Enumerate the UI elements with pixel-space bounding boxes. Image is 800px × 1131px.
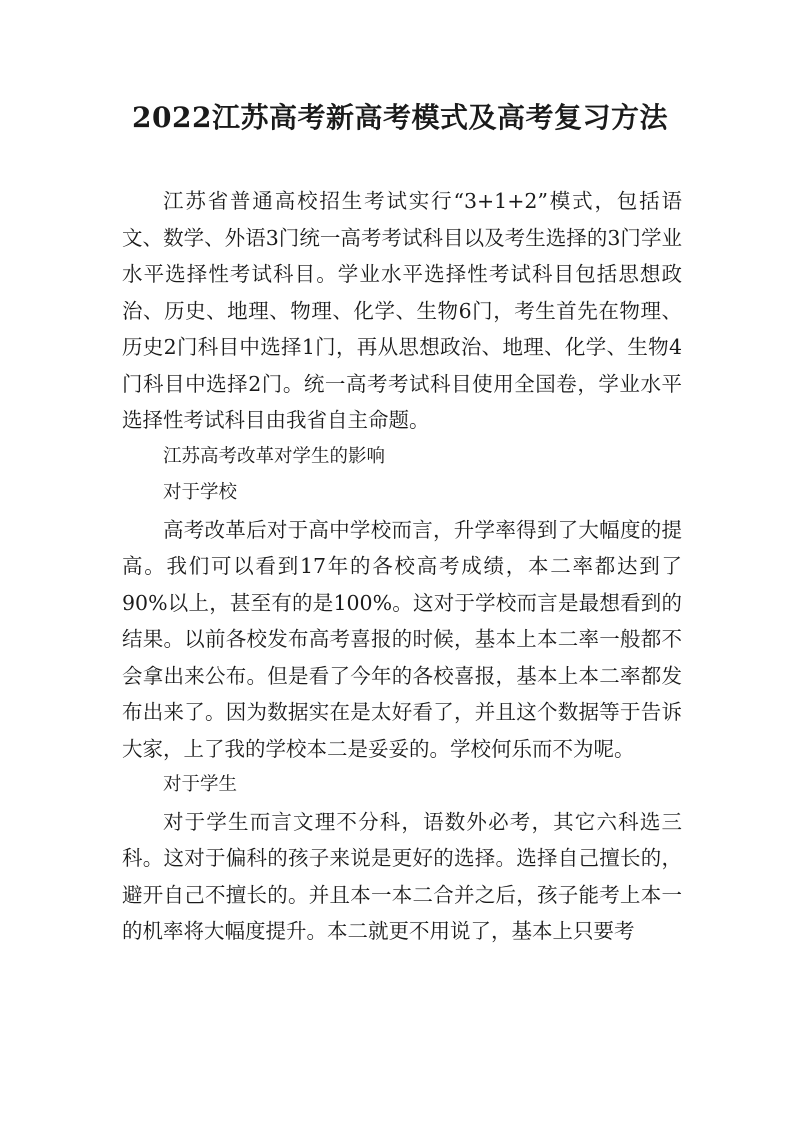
school-heading: 对于学校 (163, 482, 238, 503)
student-paragraph: 对于学生而言文理不分科，语数外必考，其它六科选三科。这对于偏科的孩子来说是更好的选择。选择自己擅长的，避开自己不擅长的。并且本一本二合并之后，孩子能考上本一的机率将大幅度提升。本二就更不用说了，基本上只要考 (122, 809, 682, 943)
document-body (122, 183, 682, 950)
student-heading: 对于学生 (163, 774, 238, 795)
school-paragraph: 高考改革后对于高中学校而言，升学率得到了大幅度的提高。我们可以看到17年的各校高考成绩，本二率都达到了90%以上，甚至有的是100%。这对于学校而言是最想看到的结果。以前各校发布高考喜报的时候，基本上本二率一般都不会拿出来公布。但是看了今年的各校喜报，基本上本二率都发布出来了。因为数据实在是太好看了，并且这个数据等于告诉大家，上了我的学校本二是妥妥的。学校何乐而不为呢。 (122, 517, 682, 761)
document-title: 2022江苏高考新高考模式及高考复习方法 (132, 101, 668, 134)
section-heading: 江苏高考改革对学生的影响 (163, 445, 386, 467)
intro-paragraph: 江苏省普通高校招生考试实行“3+1+2”模式，包括语文、数学、外语3门统一高考考试科目以及考生选择的3门学业水平选择性考试科目。学业水平选择性考试科目包括思想政治、历史、地理、物理、化学、生物6门，考生首先在物理、历史2门科目中选择1门，再从思想政治、地理、化学、生物4门科目中选择2门。统一高考考试科目使用全国卷，学业水平选择性考试科目由我省自主命题。 (122, 189, 682, 432)
